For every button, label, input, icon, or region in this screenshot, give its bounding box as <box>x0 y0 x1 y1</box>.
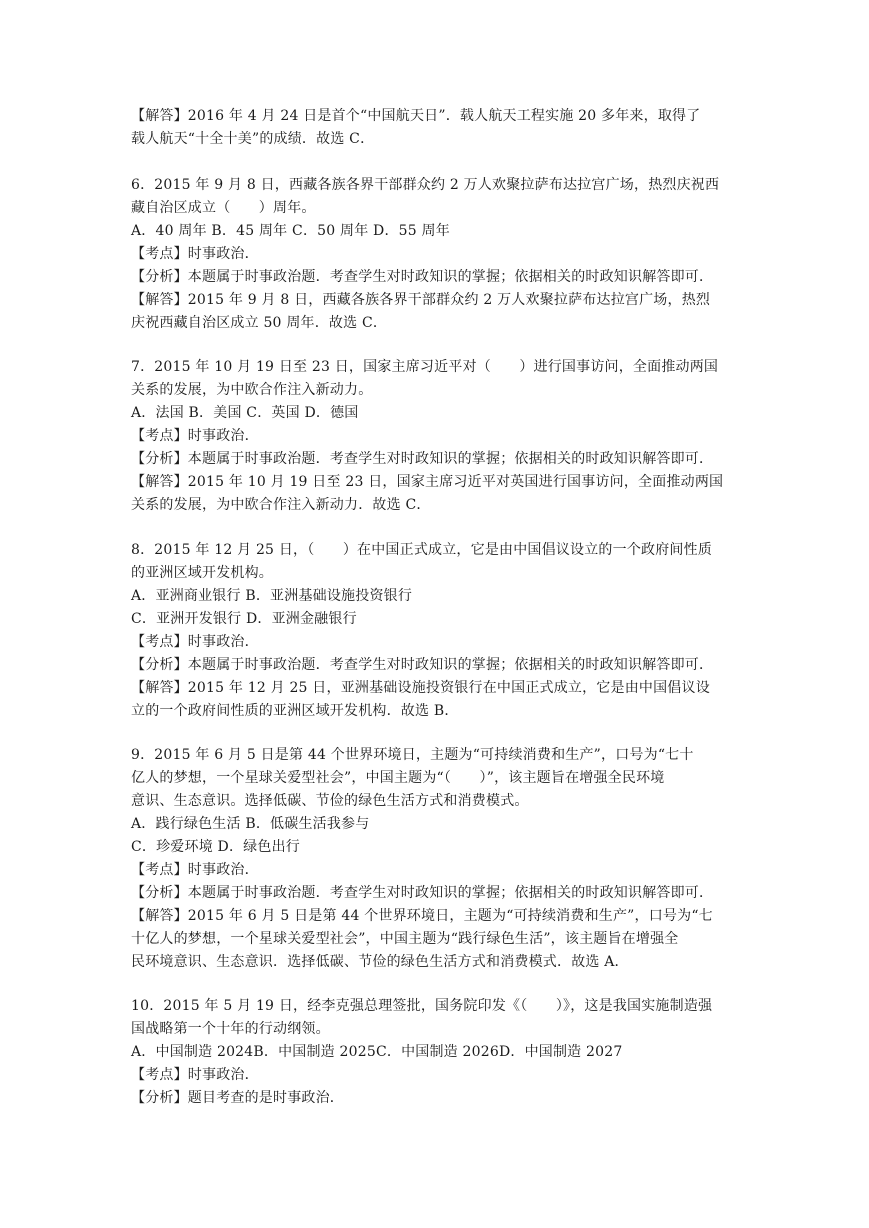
question-8-options: C．亚洲开发银行 D．亚洲金融银行 <box>131 611 357 627</box>
text-line: 国战略第一个十年的行动纲领。 <box>131 1021 330 1037</box>
question-10-text: 10．2015 年 5 月 19 日，经李克强总理签批，国务院印发《（ ）》，这是我国实施制造强 <box>131 998 713 1014</box>
text-line: 十亿人的梦想，一个星球关爱型社会”，中国主题为“践行绿色生活”，该主题旨在增强全 <box>131 931 679 947</box>
text-line: 亿人的梦想，一个星球关爱型社会”，中国主题为“（ ）”，该主题旨在增强全民环境 <box>131 770 665 786</box>
text-line: 【考点】时事政治． <box>131 634 259 650</box>
text-line: 【分析】本题属于时事政治题．考查学生对时政知识的掌握；依据相关的时政知识解答即可． <box>131 269 714 285</box>
question-6-text: 6．2015 年 9 月 8 日，西藏各族各界干部群众约 2 万人欢聚拉萨布达拉宫广场，热烈庆祝西 <box>131 177 720 193</box>
text-line: 【考点】时事政治． <box>131 246 259 262</box>
text-line: 载人航天“十全十美”的成绩．故选 C． <box>131 131 375 147</box>
text-line: 意识、生态意识。选择低碳、节俭的绿色生活方式和消费模式。 <box>131 793 529 809</box>
text-line: 【解答】2015 年 9 月 8 日，西藏各族各界干部群众约 2 万人欢聚拉萨布达拉宫广场，热烈 <box>131 292 711 308</box>
question-9-options: C．珍爱环境 D．绿色出行 <box>131 839 300 855</box>
question-8-options: A．亚洲商业银行 B．亚洲基础设施投资银行 <box>131 588 413 604</box>
question-7-options: A．法国 B．美国 C．英国 D．德国 <box>131 405 359 421</box>
text-line: 【考点】时事政治． <box>131 428 259 444</box>
question-6-options: A．40 周年 B．45 周年 C．50 周年 D．55 周年 <box>131 223 450 239</box>
question-8-text: 8．2015 年 12 月 25 日，（ ）在中国正式成立，它是由中国倡议设立的一个政府间性质 <box>131 542 713 558</box>
text-line: 【解答】2016 年 4 月 24 日是首个“中国航天日”．载人航天工程实施 20 多年来，取得了 <box>131 108 701 124</box>
text-line: 庆祝西藏自治区成立 50 周年．故选 C． <box>131 315 388 331</box>
text-line: 【解答】2015 年 12 月 25 日，亚洲基础设施投资银行在中国正式成立，它是由中国倡议设 <box>131 680 710 696</box>
text-line: 关系的发展，为中欧合作注入新动力。 <box>131 382 373 398</box>
question-9-options: A．践行绿色生活 B．低碳生活我参与 <box>131 816 370 832</box>
text-line: 【分析】本题属于时事政治题．考查学生对时政知识的掌握；依据相关的时政知识解答即可． <box>131 657 714 673</box>
question-10-options: A．中国制造 2024B．中国制造 2025C．中国制造 2026D．中国制造 2027 <box>131 1044 623 1060</box>
text-line: 的亚洲区域开发机构。 <box>131 565 273 581</box>
text-line: 【分析】本题属于时事政治题．考查学生对时政知识的掌握；依据相关的时政知识解答即可． <box>131 451 714 467</box>
text-line: 民环境意识、生态意识．选择低碳、节俭的绿色生活方式和消费模式．故选 A． <box>131 954 629 970</box>
text-line: 【解答】2015 年 10 月 19 日至 23 日，国家主席习近平对英国进行国事访问，全面推动两国 <box>131 474 724 490</box>
text-line: 【考点】时事政治． <box>131 1067 259 1083</box>
text-line: 【分析】本题属于时事政治题．考查学生对时政知识的掌握；依据相关的时政知识解答即可． <box>131 885 714 901</box>
text-line: 【解答】2015 年 6 月 5 日是第 44 个世界环境日，主题为“可持续消费和生产”，口号为“七 <box>131 908 713 924</box>
text-line: 立的一个政府间性质的亚洲区域开发机构．故选 B． <box>131 703 459 719</box>
text-line: 【分析】题目考查的是时事政治． <box>131 1090 344 1106</box>
text-line: 藏自治区成立（ ）周年。 <box>131 200 316 216</box>
question-9-text: 9．2015 年 6 月 5 日是第 44 个世界环境日，主题为“可持续消费和生产”，口号为“七十 <box>131 747 694 763</box>
text-line: 关系的发展，为中欧合作注入新动力．故选 C． <box>131 497 431 513</box>
text-line: 【考点】时事政治． <box>131 862 259 878</box>
question-7-text: 7．2015 年 10 月 19 日至 23 日，国家主席习近平对（ ）进行国事访问，全面推动两国 <box>131 359 719 375</box>
